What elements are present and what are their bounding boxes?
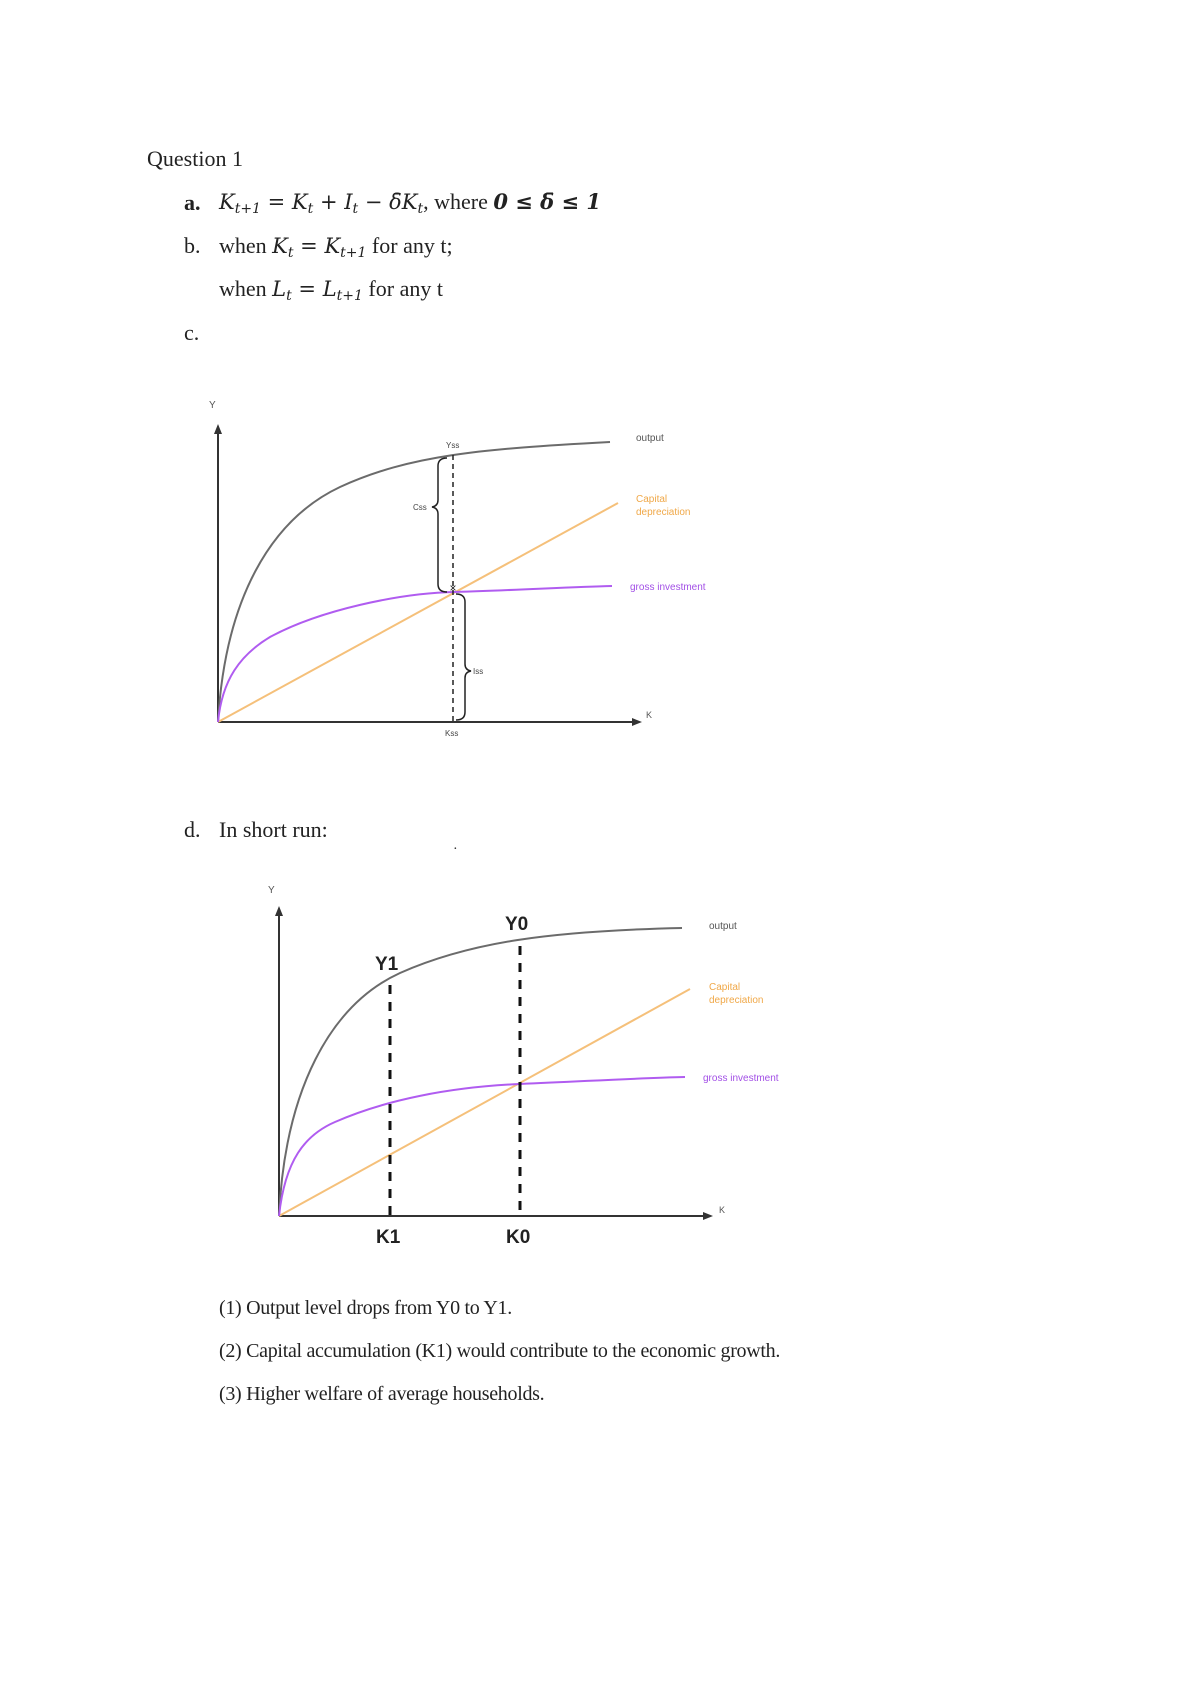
k-next: K — [219, 190, 235, 214]
investment-curve — [218, 586, 612, 722]
question-title: Question 1 — [147, 146, 243, 171]
short-run-diagram — [0, 860, 1200, 1260]
output-label: output — [709, 921, 737, 932]
y-axis-label: Y — [209, 400, 216, 411]
short-run-point-3: (3) Higher welfare of average households. — [219, 1383, 545, 1405]
y0-label: Y0 — [505, 914, 529, 935]
steady-state-diagram — [0, 0, 1200, 760]
x-axis-label: K — [719, 1205, 726, 1215]
depreciation-label-1: Capital — [636, 494, 668, 505]
item-b-line-1: when $K_t = K_{t+1}$ for any t; — [219, 233, 453, 261]
investment-label: gross investment — [703, 1073, 779, 1084]
item-d-label: d. — [184, 817, 201, 842]
delta-bound: 0 ≤ δ̄ ≤ 1 — [493, 189, 602, 214]
item-a-equation: $K_{t+1} = K_t + I_t$ − $\deltāK_t$, where 0 ≤ δ̄ ≤ 1 — [219, 189, 602, 217]
depreciation-line — [279, 989, 690, 1216]
depreciation-label-2: depreciation — [636, 507, 691, 518]
iss-label: Iss — [473, 667, 484, 676]
investment-curve — [279, 1077, 685, 1216]
short-run-point-2: (2) Capital accumulation (K1) would contribute to the economic growth. — [219, 1340, 781, 1362]
iss-brace — [456, 594, 471, 720]
stray-dot: · — [453, 842, 458, 857]
item-c-label: c. — [184, 320, 200, 345]
steady-state-point: × — [449, 581, 457, 595]
y1-label: Y1 — [375, 954, 399, 975]
css-brace — [432, 458, 447, 592]
depreciation-label-1: Capital — [709, 982, 741, 993]
depreciation-label-2: depreciation — [709, 995, 764, 1006]
item-a-label: a. — [184, 190, 201, 215]
y-axis-arrow — [214, 424, 222, 434]
kss-label: Kss — [445, 729, 459, 738]
output-label: output — [636, 433, 664, 444]
x-axis-arrow — [632, 718, 642, 726]
short-run-point-1: (1) Output level drops from Y0 to Y1. — [219, 1297, 512, 1319]
x-axis-label: K — [646, 710, 653, 720]
k0-label: K0 — [506, 1227, 531, 1248]
item-b-label: b. — [184, 233, 201, 258]
css-label: Css — [413, 503, 427, 512]
yss-label: Yss — [446, 441, 460, 450]
output-curve — [279, 928, 682, 1216]
y-axis-arrow — [275, 906, 283, 916]
output-curve — [218, 442, 610, 722]
item-b-line-2: when $L_t = L_{t+1}$ for any t — [219, 276, 443, 304]
k1-label: K1 — [376, 1227, 401, 1248]
item-d-heading: In short run: — [219, 817, 328, 842]
investment-label: gross investment — [630, 582, 706, 593]
x-axis-arrow — [703, 1212, 713, 1220]
y-axis-label: Y — [268, 885, 275, 896]
